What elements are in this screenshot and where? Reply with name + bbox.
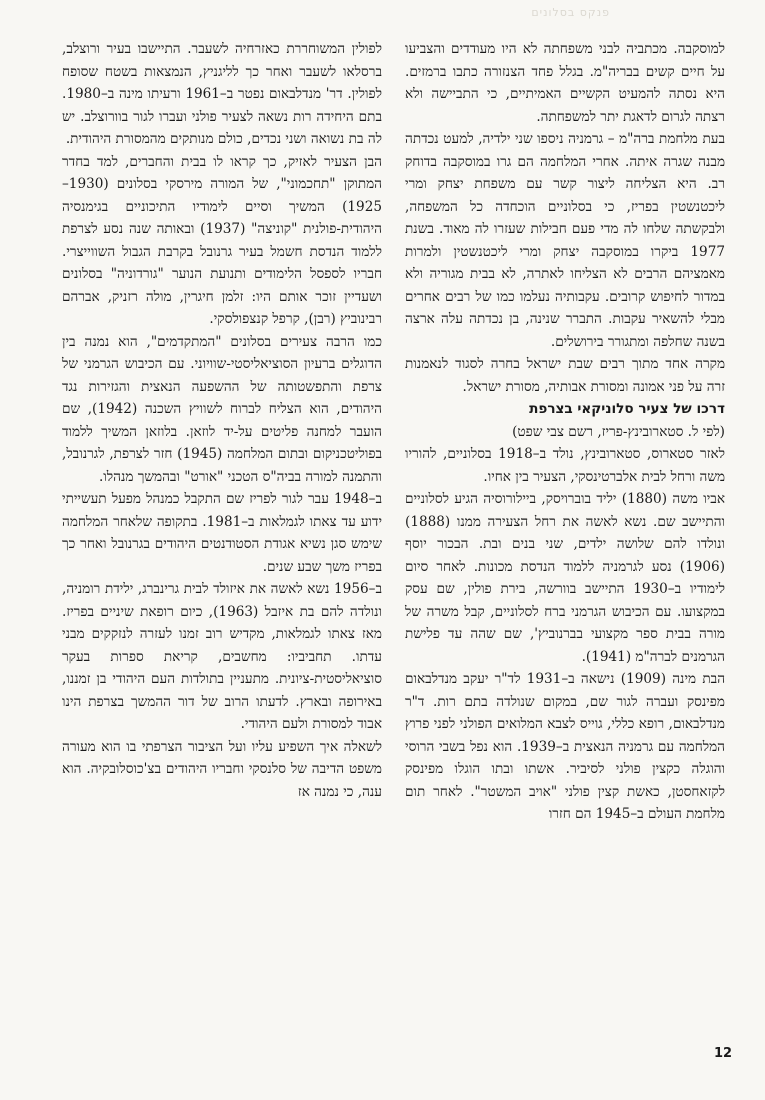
- paragraph: כמו הרבה צעירים בסלונים "המתקדמים", הוא נמנה בין הדוגלים ברעיון הסוציאליסטי-שוויוני. עם הכיבוש הגרמני של צרפת והתפשטותה של ההשפעה הנאצית והגזירות נגד היהודים, הוא הצליח לברוח לשוויץ השכנה (1942), שם הועבר למחנה פליטים על-יד לוזאן. בלוזאן המשיך ללמוד בפוליטכניקום ובתום המלחמה (1945) חזר לצרפת, לגרנובל, והתמנה למורה בביה"ס הטכני "אורט" ובהמשך מנהלו.: [62, 333, 383, 485]
- paragraph: לשאלה איך השפיע עליו ועל הציבור הצרפתי בו הוא מעורה משפט הדיבה של סלנסקי וחבריו היהודים בצ'כוסלובקיה. הוא ענה, כי נמנה אז: [62, 738, 382, 800]
- paragraph: למוסקבה. מכתביה לבני משפחתה לא היו מעודדים והצביעו על חיים קשים בבריה"מ. בגלל פחד הצנזורה כתבו ברמזים. היא נסתה להמעיט הקשיים האמיתיים, כי התביישה ולא רצתה לגרום לדאגת יתר למשפחתה.: [405, 41, 725, 125]
- paragraph: הבת מינה (1909) נישאה ב–1931 לד"ר יעקב מנדלבאום מפינסק ועברה לגור שם, במקום שנולדה בתם רות. ד"ר מנדלבאום, רופא כללי, גוייס לצבא המלואים הפולני לפני פרוץ המלחמה עם גרמניה הנאצית ב–1939. הוא נפל בשבי הרוסי והוגלה כקצין פולני לסיביר. אשתו ובתו הוגלו מפינסק לקזאחסטן, כאשת קצין פולני "אויב המשטר". לאחר תום מלחמת העולם ב–1945 הם חזרו: [405, 671, 726, 822]
- paragraph: מקרה אחד מתוך רבים שבת ישראל בחרה לסגוד לנאמנות זרה על פני אמונה ומסורת אבותיה, מסורת ישראל.: [405, 356, 725, 395]
- section-heading: דרכו של צעיר סלוניקאי בצרפת: [529, 401, 725, 417]
- show-through-text: פנקס בסלונים: [531, 6, 610, 19]
- byline: (לפי ל. סטארובינץ-פריז, רשם צבי שפט): [512, 423, 725, 440]
- paragraph: ב–1956 נשא לאשה את איזולד לבית גרינברג, ילידת רומניה, ונולדה להם בת איזבל (1963), כיום רופאת שיניים בפריז. מאז צאתו לגמלאות, מקדיש רוב זמנו לעזרה לנזקקים מבני עדתו. תחביביו: מחשבים, קריאת ספרות בעקר סוציאליסטית-ציונית. מתעניין בתולדות העם היהודי בן זמננו, באירופה ובארץ. לדעתו הרוב של דור ההמשך בצרפת הינו אבוד למסורת ולעם היהודי.: [62, 581, 382, 732]
- paragraph: לאזר סטארוס, סטארובינץ, נולד ב–1918 בסלוניים, להוריו משה ורחל לבית אלברטינסקי, הצעיר בין אחיו.: [405, 446, 725, 485]
- page-number: 12: [714, 1046, 733, 1061]
- paragraph: ב–1948 עבר לגור לפריז שם התקבל כמנהל מפעל תעשייתי ידוע עד צאתו לגמלאות ב–1981. בתקופה שלאחר המלחמה שימש סגן נשיא אגודת הסטודנטים היהודים בגרנובל ואחר כך בפריז משך שבע שנים.: [62, 491, 383, 575]
- paragraph: לפולין המשוחררת כאזרחיה לשעבר. התיישבו בעיר ורוצלב, ברסלאו לשעבר ואחר כך לליגניץ, הנמצאות בשטח שסופח לפולין. דר' מנדלבאום נפטר ב–1961 ורעיתו מינה ב–1980. בתם היחידה רות נשאה לצעיר פולני ועברו לגור בוורוצלב. יש לה בת נשואה ושני נכדים, כולם מנותקים מהמסורת היהודית.: [62, 41, 382, 147]
- paragraph: הבן הצעיר לאזיק, כך קראו לו בבית והחברים, למד בחדר המתוקן "תחכמוני", של המורה מירסקי בסלונים (1930–1925) המשיך וסיים לימודיו התיכוניים בגימנסיה היהודית-פולנית "קוניצה" (1937) ובאותה שנה נסע לצרפת ללמוד הנדסת חשמל בעיר גרנובל בקרבת הגבול השווייצרי. חבריו לספסל הלימודים ותנועת הנוער "גורדוניה" בסלונים ושעדיין זוכר אותם היו: זלמן חיגרין, מולה רזניק, אברהם רבינוביץ (רבן), קרפל קנצפולסקי.: [62, 153, 382, 327]
- paragraph: אביו משה (1880) יליד בוברויסק, ביילורוסיה הגיע לסלוניים והתיישב שם. נשא לאשה את רחל הצעירה ממנו (1888) ונולדו להם שלושה ילדים, שני בנים ובת. הבכור יוסף (1906) נסע לגרמניה ללמוד הנדסת מכונות. לאחר סיום לימודיו ב–1930 התיישב בוורשה, בירת פולין, שם עסק במקצועו. עם הכיבוש הגרמני ברח לסלוניים, קבל משרה של מורה בבית ספר מקצועי בברנוביץ', שם שהה עד פלישת הגרמנים לברה"מ (1941).: [405, 491, 725, 665]
- left-column: [62, 38, 382, 803]
- right-column: [405, 38, 725, 826]
- paragraph: בעת מלחמת ברה"מ – גרמניה ניספו שני ילדיה, למעט נכדתה מבנה שגרה איתה. אחרי המלחמה הם גרו במוסקבה בדוחק רב. היא הצליחה ליצור קשר עם משפחת יצחק ומרי ליכטנשטין בפריז, כי בסלוניים הוכחדה כל המשפחה, ולבקשתה שלחו לה מדי פעם חבילות שעזרו לה מאוד. בשנת 1977 ביקרו במוסקבה יצחק ומרי ליכטנשטין ולמרות מאמציהם הרבים לא הצליחו לאתרה, לא בבית מגוריה ולא במדור לחיפוש קרובים. עקבותיה נעלמו כמו של רבים אחרים מבלי להשאיר עקבות. התברר שנינה, בן נכדתה עלה ארצה בשנה שחלפה ומתגורר בירושלים.: [405, 131, 725, 350]
